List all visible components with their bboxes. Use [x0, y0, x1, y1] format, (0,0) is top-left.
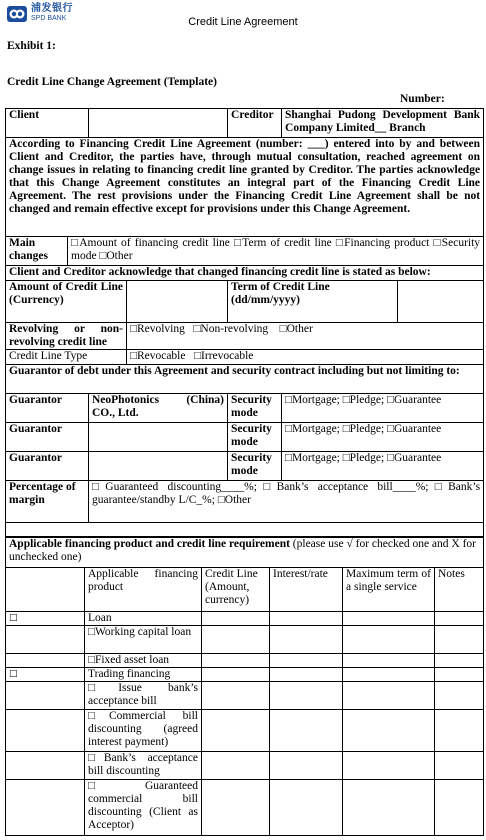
revolving-label: Revolving or non-revolving credit line [6, 323, 127, 350]
guarantor-row [6, 452, 484, 481]
interest-cell[interactable] [270, 780, 343, 836]
product-name[interactable]: □Guaranteed commercial bill discounting (Client as Acceptor) [85, 780, 202, 836]
product-name[interactable]: □Bank’s acceptance bill discounting [85, 752, 202, 780]
product-name[interactable]: □Commercial bill discounting (agreed interest payment) [85, 710, 202, 752]
creditor-label: Creditor [228, 109, 282, 138]
agreement-paragraph: According to Financing Credit Line Agreement (number: ___) entered into by and between Client and Creditor, the parties have, through mutual consultation, reached agreement on change issues in relating to financing credit line granted by Creditor. The parties acknowledge that this Change Agreement constitutes an integral part of the Financing Credit Line Agreement. The rest provisions under the Financing Credit Line Agreement shall be not changed and remain effective except for provisions under this Change Agreement. [6, 138, 484, 237]
product-name[interactable]: □Fixed asset loan [85, 654, 202, 668]
notes-cell[interactable] [435, 654, 484, 668]
credit-line-cell[interactable] [202, 668, 270, 682]
credit-line-type-label: Credit Line Type [6, 350, 127, 365]
product-checkbox-cell [6, 752, 85, 780]
logo-english-name: SPD BANK [31, 15, 67, 22]
column-header-credit-line: Credit Line (Amount, currency) [202, 568, 270, 612]
max-term-cell[interactable] [343, 780, 435, 836]
notes-cell[interactable] [435, 668, 484, 682]
table-row [6, 654, 484, 668]
guarantor-name[interactable] [89, 423, 228, 452]
table-row [6, 668, 484, 682]
margin-options[interactable]: □Guaranteed discounting____%;□Bank’s acceptance bill____%;□Bank’s guarantee/standby L/C_%; □Other [89, 481, 484, 523]
credit-line-cell[interactable] [202, 780, 270, 836]
interest-cell[interactable] [270, 710, 343, 752]
product-table-header-row [6, 568, 484, 612]
guarantor-label: Guarantor [6, 452, 89, 481]
product-checkbox-cell [6, 780, 85, 836]
acknowledgement-text: Client and Creditor acknowledge that changed financing credit line is stated as below: [6, 266, 484, 281]
product-checkbox[interactable]: □ [6, 612, 85, 626]
term-value[interactable] [398, 281, 484, 323]
notes-cell[interactable] [435, 752, 484, 780]
credit-line-type-options[interactable]: □Revocable □Irrevocable [127, 350, 484, 365]
margin-label: Percentage of margin [6, 481, 89, 523]
interest-cell[interactable] [270, 626, 343, 654]
max-term-cell[interactable] [343, 626, 435, 654]
product-name[interactable]: □Working capital loan [85, 626, 202, 654]
product-name: Loan [85, 612, 202, 626]
credit-line-cell[interactable] [202, 612, 270, 626]
max-term-cell[interactable] [343, 668, 435, 682]
notes-cell[interactable] [435, 612, 484, 626]
guarantor-label: Guarantor [6, 394, 89, 423]
table-row [6, 710, 484, 752]
max-term-cell[interactable] [343, 752, 435, 780]
interest-cell[interactable] [270, 654, 343, 668]
term-label: Term of Credit Line (dd/mm/yyyy) [228, 281, 398, 323]
table-row [6, 682, 484, 710]
credit-line-cell[interactable] [202, 710, 270, 752]
financing-product-table [5, 537, 484, 836]
credit-line-cell[interactable] [202, 682, 270, 710]
max-term-cell[interactable] [343, 682, 435, 710]
blank-row [6, 523, 484, 537]
interest-cell[interactable] [270, 612, 343, 626]
interest-cell[interactable] [270, 668, 343, 682]
product-table-heading [6, 538, 484, 568]
column-header-notes: Notes [435, 568, 484, 612]
amount-value[interactable] [127, 281, 228, 323]
product-name: Trading financing [85, 668, 202, 682]
exhibit-label: Exhibit 1: [7, 40, 56, 52]
client-value[interactable] [89, 109, 228, 138]
product-name[interactable]: □Issue bank’s acceptance bill [85, 682, 202, 710]
interest-cell[interactable] [270, 682, 343, 710]
max-term-cell[interactable] [343, 612, 435, 626]
security-mode-options[interactable]: □Mortgage; □Pledge; □Guarantee [282, 394, 484, 423]
table-row [6, 626, 484, 654]
interest-cell[interactable] [270, 752, 343, 780]
max-term-cell[interactable] [343, 654, 435, 668]
product-checkbox-cell [6, 682, 85, 710]
column-header-interest: Interest/rate [270, 568, 343, 612]
credit-line-cell[interactable] [202, 626, 270, 654]
product-heading-bold: Applicable financing product and credit line requirement [9, 538, 290, 550]
revolving-options[interactable]: □Revolving □Non-revolving □Other [127, 323, 484, 350]
table-row [6, 780, 484, 836]
notes-cell[interactable] [435, 710, 484, 752]
credit-line-cell[interactable] [202, 654, 270, 668]
creditor-value: Shanghai Pudong Development Bank Company Limited__ Branch [282, 109, 484, 138]
security-mode-label: Security mode [228, 394, 282, 423]
document-title: Credit Line Agreement [188, 16, 298, 28]
amount-label: Amount of Credit Line (Currency) [6, 281, 127, 323]
product-checkbox-cell [6, 654, 85, 668]
template-title: Credit Line Change Agreement (Template) [7, 76, 217, 88]
client-label: Client [6, 109, 89, 138]
product-checkbox[interactable]: □ [6, 668, 85, 682]
product-heading-instruction: (please use √ for checked one and X for unchecked one) [9, 538, 476, 563]
product-checkbox-cell [6, 710, 85, 752]
notes-cell[interactable] [435, 626, 484, 654]
max-term-cell[interactable] [343, 710, 435, 752]
page-header [0, 0, 486, 36]
credit-line-cell[interactable] [202, 752, 270, 780]
table-row [6, 752, 484, 780]
guarantor-row [6, 394, 484, 423]
column-header-product: Applicable financing product [85, 568, 202, 612]
main-changes-options[interactable]: □Amount of financing credit line □Term of credit line □Financing product □Security mode □Other [68, 237, 484, 266]
product-checkbox-cell [6, 626, 85, 654]
checkbox-column-header [6, 568, 85, 612]
column-header-max-term: Maximum term of a single service [343, 568, 435, 612]
notes-cell[interactable] [435, 682, 484, 710]
security-mode-label: Security mode [228, 423, 282, 452]
guarantor-name[interactable] [89, 452, 228, 481]
guarantor-heading: Guarantor of debt under this Agreement and security contract including but not limiting to: [6, 365, 484, 394]
security-mode-options[interactable]: □Mortgage; □Pledge; □Guarantee [282, 423, 484, 452]
security-mode-options[interactable]: □Mortgage; □Pledge; □Guarantee [282, 452, 484, 481]
guarantor-row [6, 423, 484, 452]
guarantor-name: NeoPhotonics (China) CO., Ltd. [89, 394, 228, 423]
table-row [6, 612, 484, 626]
security-mode-label: Security mode [228, 452, 282, 481]
logo-chinese-name: 浦发银行 [31, 3, 73, 14]
number-label: Number: [400, 93, 445, 105]
notes-cell[interactable] [435, 780, 484, 836]
guarantor-label: Guarantor [6, 423, 89, 452]
main-changes-label: Main changes [6, 237, 68, 266]
change-agreement-table [5, 108, 484, 537]
